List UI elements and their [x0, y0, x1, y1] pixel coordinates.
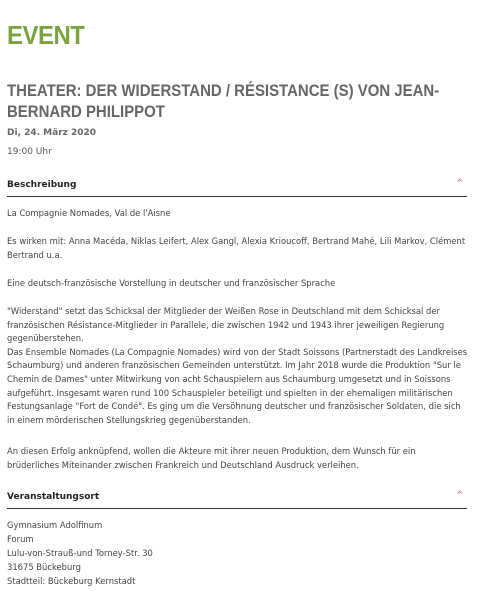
venue-room: Forum: [7, 534, 34, 544]
venue-header[interactable]: [7, 489, 467, 509]
venue-street: Lulu-von-Strauß-und Torney-Str. 30: [7, 548, 153, 558]
event-time: 19:00 Uhr: [7, 147, 52, 157]
venue-name-link[interactable]: Gymnasium Adolfinum: [7, 520, 103, 530]
event-date: Di, 24. März 2020: [7, 128, 97, 138]
description-heading: Beschreibung: [7, 180, 77, 190]
collapse-icon[interactable]: ^: [456, 490, 463, 499]
event-title: THEATER: DER WIDERSTAND / RÉSISTANCE (S) VON JEAN-BERNARD PHILIPPOT: [7, 81, 440, 121]
venue-city: 31675 Bückeburg: [7, 562, 81, 572]
description-paragraph: "Widerstand" setzt das Schicksal der Mitglieder der Weißen Rose in Deutschland mit dem Schicksal der französischen Résistance-Mitglieder in Parallele, die zwischen 1942 und 1943 ihrer jeweiligen Regierung gegenüberstehen. Das Ensemble Nomades (La Compagnie Nomades) wird von der Stadt Soissons (Partnerstadt des Landkreises Schaumburg) und anderen französischen Gemeinden unterstützt. Im Jahr 2018 wurde die Produktion "Sur le Chemin de Dames" unter Mitwirkung von acht Schauspielern aus Schaumburg umgesetzt und in Soissons aufgeführt. Insgesamt waren rund 100 Schauspieler beteiligt und spielten in der ehemaligen militärischen Festungsanlage "Fort de Condé". Es ging um die Versöhnung deutscher und französischer Soldaten, die sich in einem mörderischen Stellungskrieg gegenüberstanden.: [7, 306, 468, 425]
venue-heading: Veranstaltungsort: [7, 492, 100, 502]
section-label: EVENT: [7, 20, 85, 50]
description-paragraph: Eine deutsch-französische Vorstellung in deutscher und französischer Sprache: [7, 278, 336, 288]
description-paragraph: La Compagnie Nomades, Val de l'Aisne: [7, 208, 171, 218]
description-paragraph: An diesen Erfolg anknüpfend, wollen die Akteure mit ihrer neuen Produktion, dem Wunsch für ein brüderliches Miteinander zwischen Frankreich und Deutschland Ausdruck verleihen.: [7, 446, 416, 470]
venue-district: Stadtteil: Bückeburg Kernstadt: [7, 576, 136, 586]
collapse-icon[interactable]: ^: [456, 178, 463, 187]
description-header[interactable]: [7, 177, 467, 197]
description-paragraph: Es wirken mit: Anna Macéda, Niklas Leifert, Alex Gangl, Alexia Krioucoff, Bertrand Mahé, Lili Markov, Clément Bertrand u.a.: [7, 236, 466, 260]
